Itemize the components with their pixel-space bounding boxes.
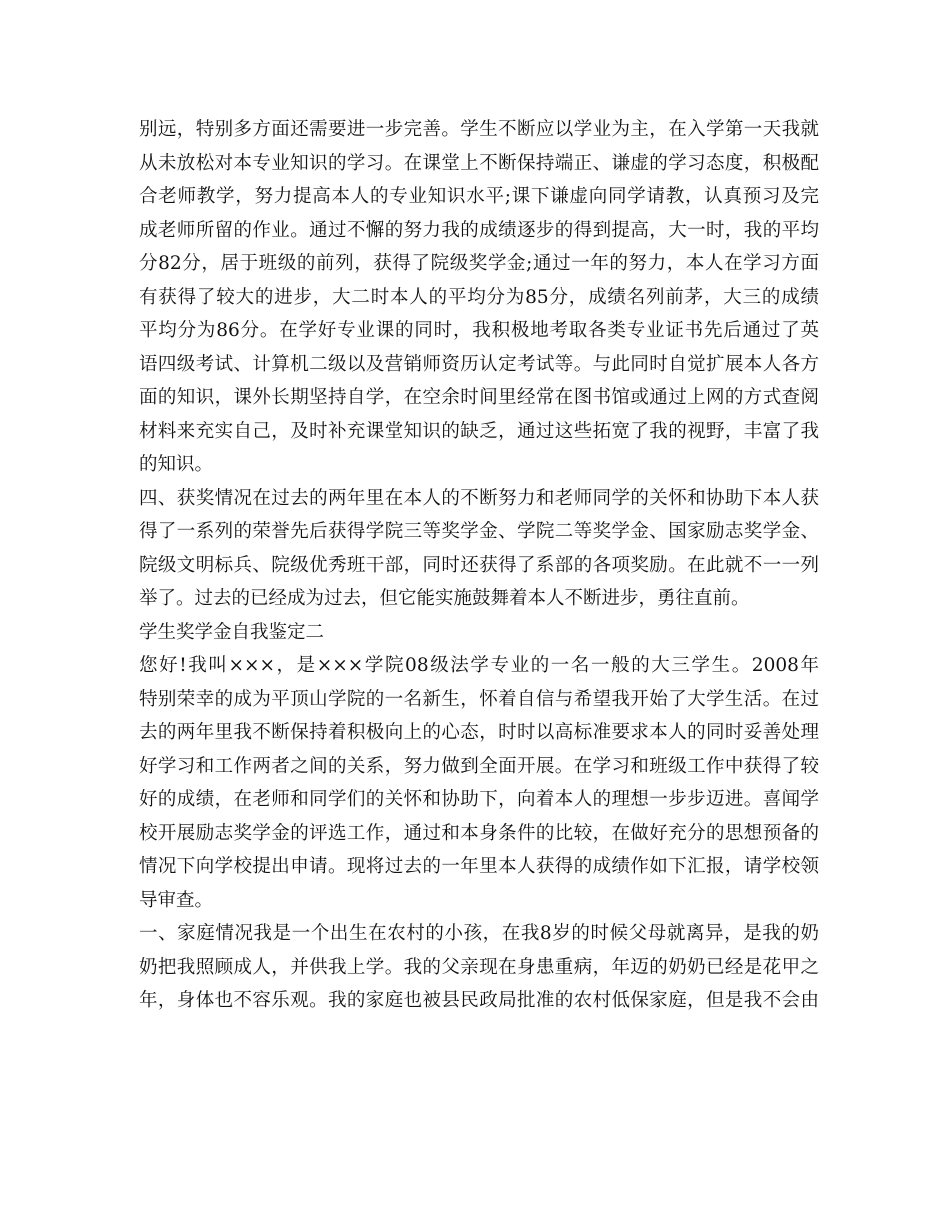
text-line: 分82分，居于班级的前列，获得了院级奖学金;通过一年的努力，本人在学习方面	[139, 253, 819, 274]
text-line: 去的两年里我不断保持着积极向上的心态，时时以高标准要求本人的同时妥善处理	[139, 722, 819, 743]
text-line: 的知识。	[139, 454, 214, 475]
text-line: 成老师所留的作业。通过不懈的努力我的成绩逐步的得到提高，大一时，我的平均	[139, 219, 819, 241]
text-line: 合老师教学，努力提高本人的专业知识水平;课下谦虚向同学请教，认真预习及完	[139, 186, 819, 207]
text-line: 面的知识，课外长期坚持自学，在空余时间里经常在图书馆或通过上网的方式查阅	[139, 387, 819, 408]
text-line: 好的成绩，在老师和同学们的关怀和协助下，向着本人的理想一步步迈进。喜闻学	[139, 789, 819, 810]
document-subtitle: 学生奖学金自我鉴定二	[139, 621, 325, 643]
text-line: 年，身体也不容乐观。我的家庭也被县民政局批准的农村低保家庭，但是我不会由	[139, 990, 819, 1011]
section-heading-family: 一、家庭情况我是一个出生在农村的小孩，在我8岁的时候父母就离异，是我的奶	[139, 923, 819, 944]
text-line: 举了。过去的已经成为过去，但它能实施鼓舞着本人不断进步，勇往直前。	[139, 588, 750, 609]
text-line: 情况下向学校提出申请。现将过去的一年里本人获得的成绩作如下汇报，请学校领	[139, 856, 819, 877]
text-line: 院级文明标兵、院级优秀班干部，同时还获得了系部的各项奖励。在此就不一一列	[139, 554, 819, 576]
text-line: 好学习和工作两者之间的关系，努力做到全面开展。在学习和班级工作中获得了较	[139, 755, 819, 777]
text-line: 平均分为86分。在学好专业课的同时，我积极地考取各类专业证书先后通过了英	[139, 320, 819, 341]
text-line: 有获得了较大的进步，大二时本人的平均分为85分，成绩名列前茅，大三的成绩	[139, 286, 819, 308]
text-line: 您好!我叫×××，是×××学院08级法学专业的一名一般的大三学生。2008年	[139, 655, 819, 676]
text-line: 别远，特别多方面还需要进一步完善。学生不断应以学业为主，在入学第一天我就	[139, 119, 819, 140]
text-line: 导审查。	[139, 889, 214, 911]
text-line: 从未放松对本专业知识的学习。在课堂上不断保持端正、谦虚的学习态度，积极配	[139, 152, 819, 174]
text-line: 奶把我照顾成人，并供我上学。我的父亲现在身患重病，年迈的奶奶已经是花甲之	[139, 956, 819, 978]
text-line: 语四级考试、计算机二级以及营销师资历认定考试等。与此同时自觉扩展本人各方	[139, 353, 819, 375]
text-line: 特别荣幸的成为平顶山学院的一名新生，怀着自信与希望我开始了大学生活。在过	[139, 688, 819, 710]
section-heading-awards: 四、获奖情况在过去的两年里在本人的不断努力和老师同学的关怀和协助下本人获	[139, 487, 819, 509]
text-line: 得了一系列的荣誉先后获得学院三等奖学金、学院二等奖学金、国家励志奖学金、	[139, 521, 819, 542]
text-line: 材料来充实自己，及时补充课堂知识的缺乏，通过这些拓宽了我的视野，丰富了我	[139, 420, 819, 442]
document-body	[139, 113, 819, 1018]
text-line: 校开展励志奖学金的评选工作，通过和本身条件的比较，在做好充分的思想预备的	[139, 822, 819, 844]
